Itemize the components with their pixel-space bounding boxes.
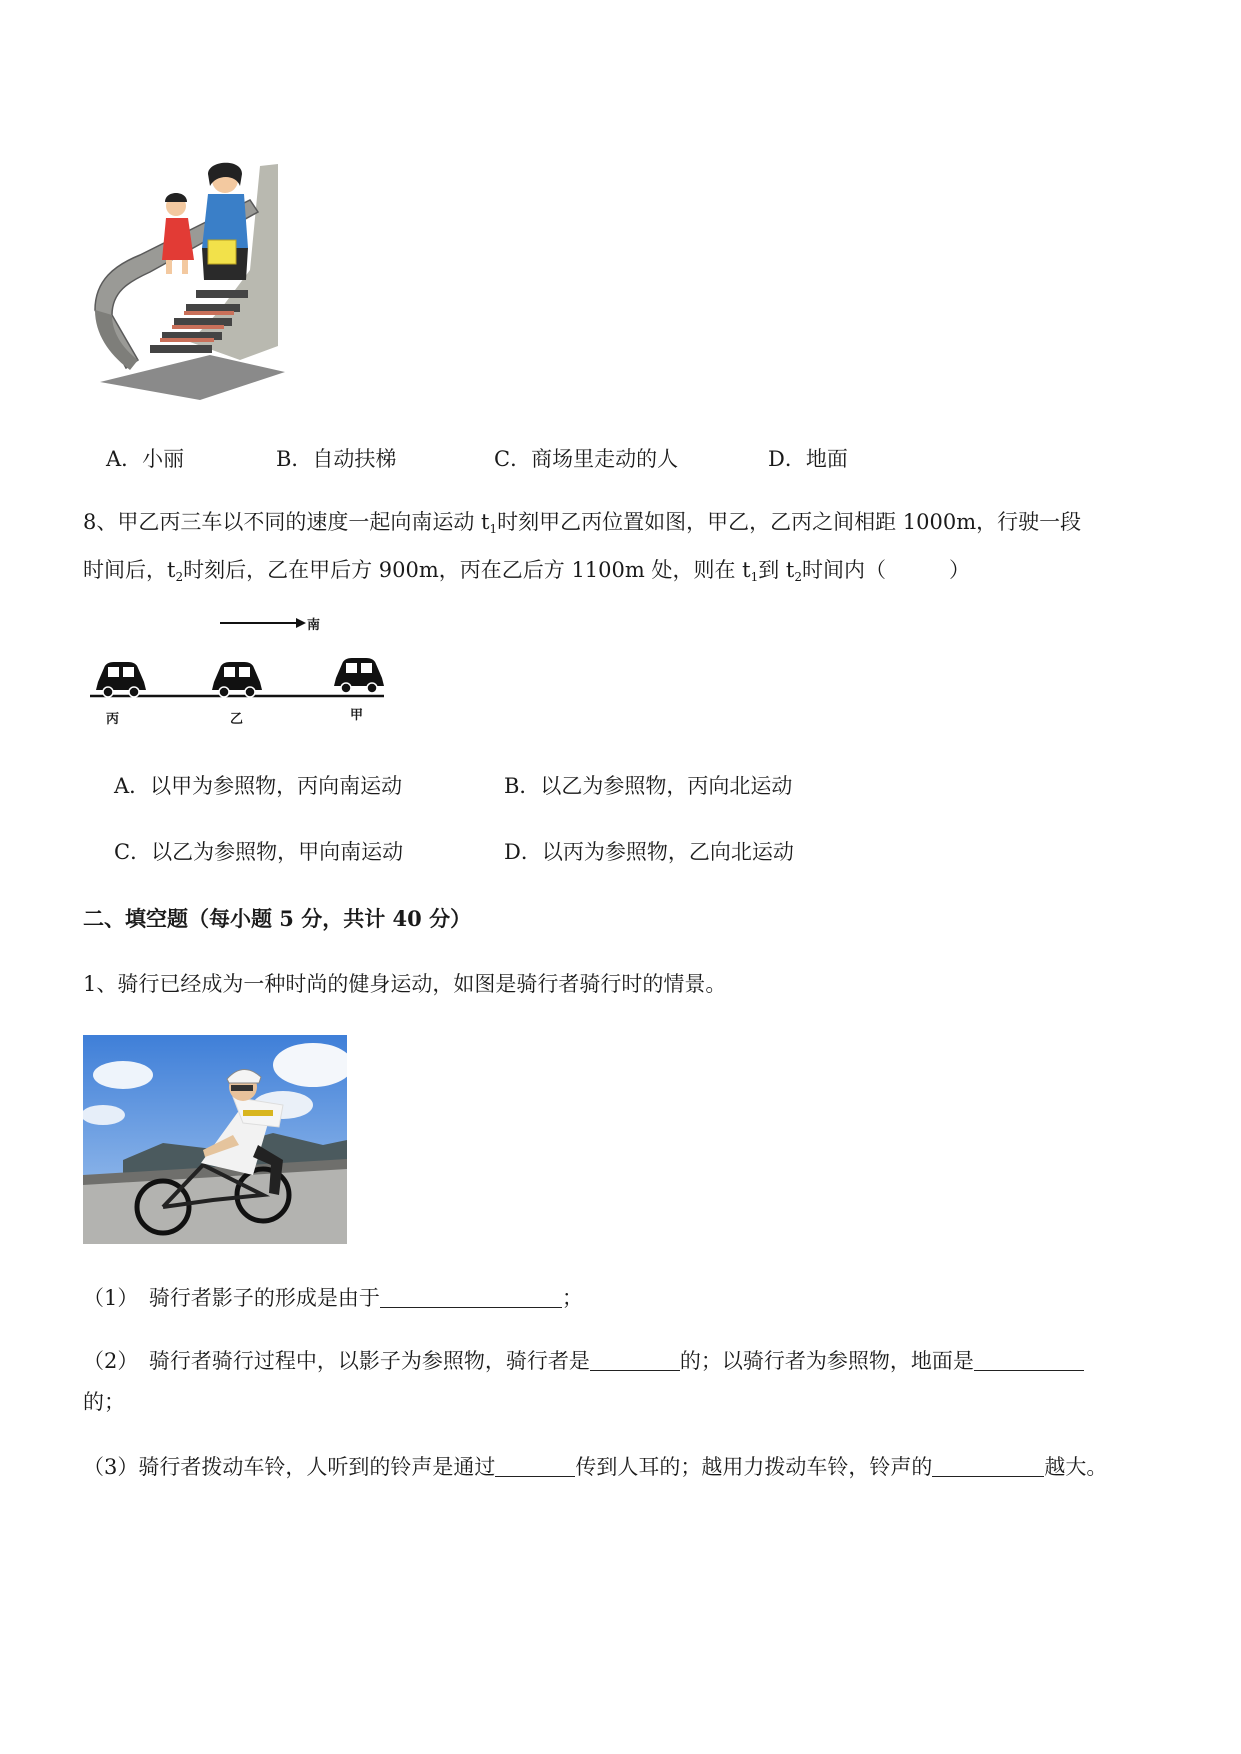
fill1-s2-text-a: （2） 骑行者骑行过程中，以影子为参照物，骑行者是 — [83, 1349, 590, 1373]
q7-option-d: D．地面 — [768, 447, 848, 471]
q8-stem-part3: 时间后，t — [83, 558, 176, 582]
q7-option-c: C．商场里走动的人 — [494, 447, 679, 471]
q8-car-label-jia: 甲 — [350, 708, 364, 723]
q8-stem-part4: 时刻后，乙在甲后方 900m，丙在乙后方 1100m 处，则在 t — [183, 558, 751, 582]
fill1-s1-text-b: ； — [561, 1286, 583, 1310]
section-heading: 二、填空题（每小题 5 分，共计 40 分） — [83, 906, 472, 931]
q8-car-label-bing: 丙 — [106, 712, 120, 727]
q8-stem-part6: 时间内（ ） — [802, 558, 970, 582]
q8-option-b: B．以乙为参照物，丙向北运动 — [504, 774, 793, 798]
fill1-blank-5[interactable] — [932, 1454, 1044, 1477]
q8-t2-subscript: 2 — [175, 570, 184, 584]
q8-t1-subscript: 1 — [489, 522, 498, 536]
fill1-blank-1[interactable] — [380, 1285, 562, 1308]
q8-option-a: A．以甲为参照物，丙向南运动 — [114, 774, 403, 798]
q7-option-a: A．小丽 — [106, 447, 185, 471]
cyclist-photo — [83, 1035, 347, 1244]
fill1-s3-text-c: 越大。 — [1044, 1455, 1108, 1479]
q8-car-label-yi: 乙 — [230, 712, 244, 727]
q8-stem-part5: 到 t — [758, 558, 795, 582]
fill1-subquestion-2 — [83, 1345, 1084, 1375]
car-icon-jia — [334, 658, 384, 693]
fill1-subquestion-3 — [83, 1451, 1107, 1481]
fill1-intro: 1、骑行已经成为一种时尚的健身运动，如图是骑行者骑行时的情景。 — [83, 972, 727, 996]
q8-option-d: D．以丙为参照物，乙向北运动 — [504, 840, 794, 864]
fill1-s2-text-c: 的； — [83, 1390, 125, 1414]
q8-t1-subscript-2: 1 — [750, 570, 759, 584]
fill1-blank-3[interactable] — [974, 1348, 1084, 1371]
q8-option-c: C．以乙为参照物，甲向南运动 — [114, 840, 404, 864]
escalator-illustration — [90, 160, 290, 400]
fill1-s3-text-a: （3）骑行者拨动车铃，人听到的铃声是通过 — [83, 1455, 496, 1479]
q8-stem — [83, 502, 1163, 598]
q8-arrow-label: 南 — [307, 618, 321, 633]
car-icon-yi — [212, 662, 262, 697]
q7-option-b: B．自动扶梯 — [276, 447, 397, 471]
fill1-blank-4[interactable] — [495, 1454, 575, 1477]
q8-t2-subscript-2: 2 — [794, 570, 802, 584]
fill1-blank-2[interactable] — [590, 1348, 680, 1371]
q8-stem-part1: 8、甲乙丙三车以不同的速度一起向南运动 t — [83, 510, 490, 534]
fill1-subquestion-1 — [83, 1282, 583, 1312]
car-icon-bing — [96, 662, 146, 697]
fill1-s3-text-b: 传到人耳的；越用力拨动车铃，铃声的 — [575, 1455, 933, 1479]
fill1-s1-text-a: （1） 骑行者影子的形成是由于 — [83, 1286, 380, 1310]
q8-stem-part2: 时刻甲乙丙位置如图，甲乙，乙丙之间相距 1000m，行驶一段 — [497, 510, 1082, 534]
fill1-s2-text-b: 的；以骑行者为参照物，地面是 — [679, 1349, 974, 1373]
